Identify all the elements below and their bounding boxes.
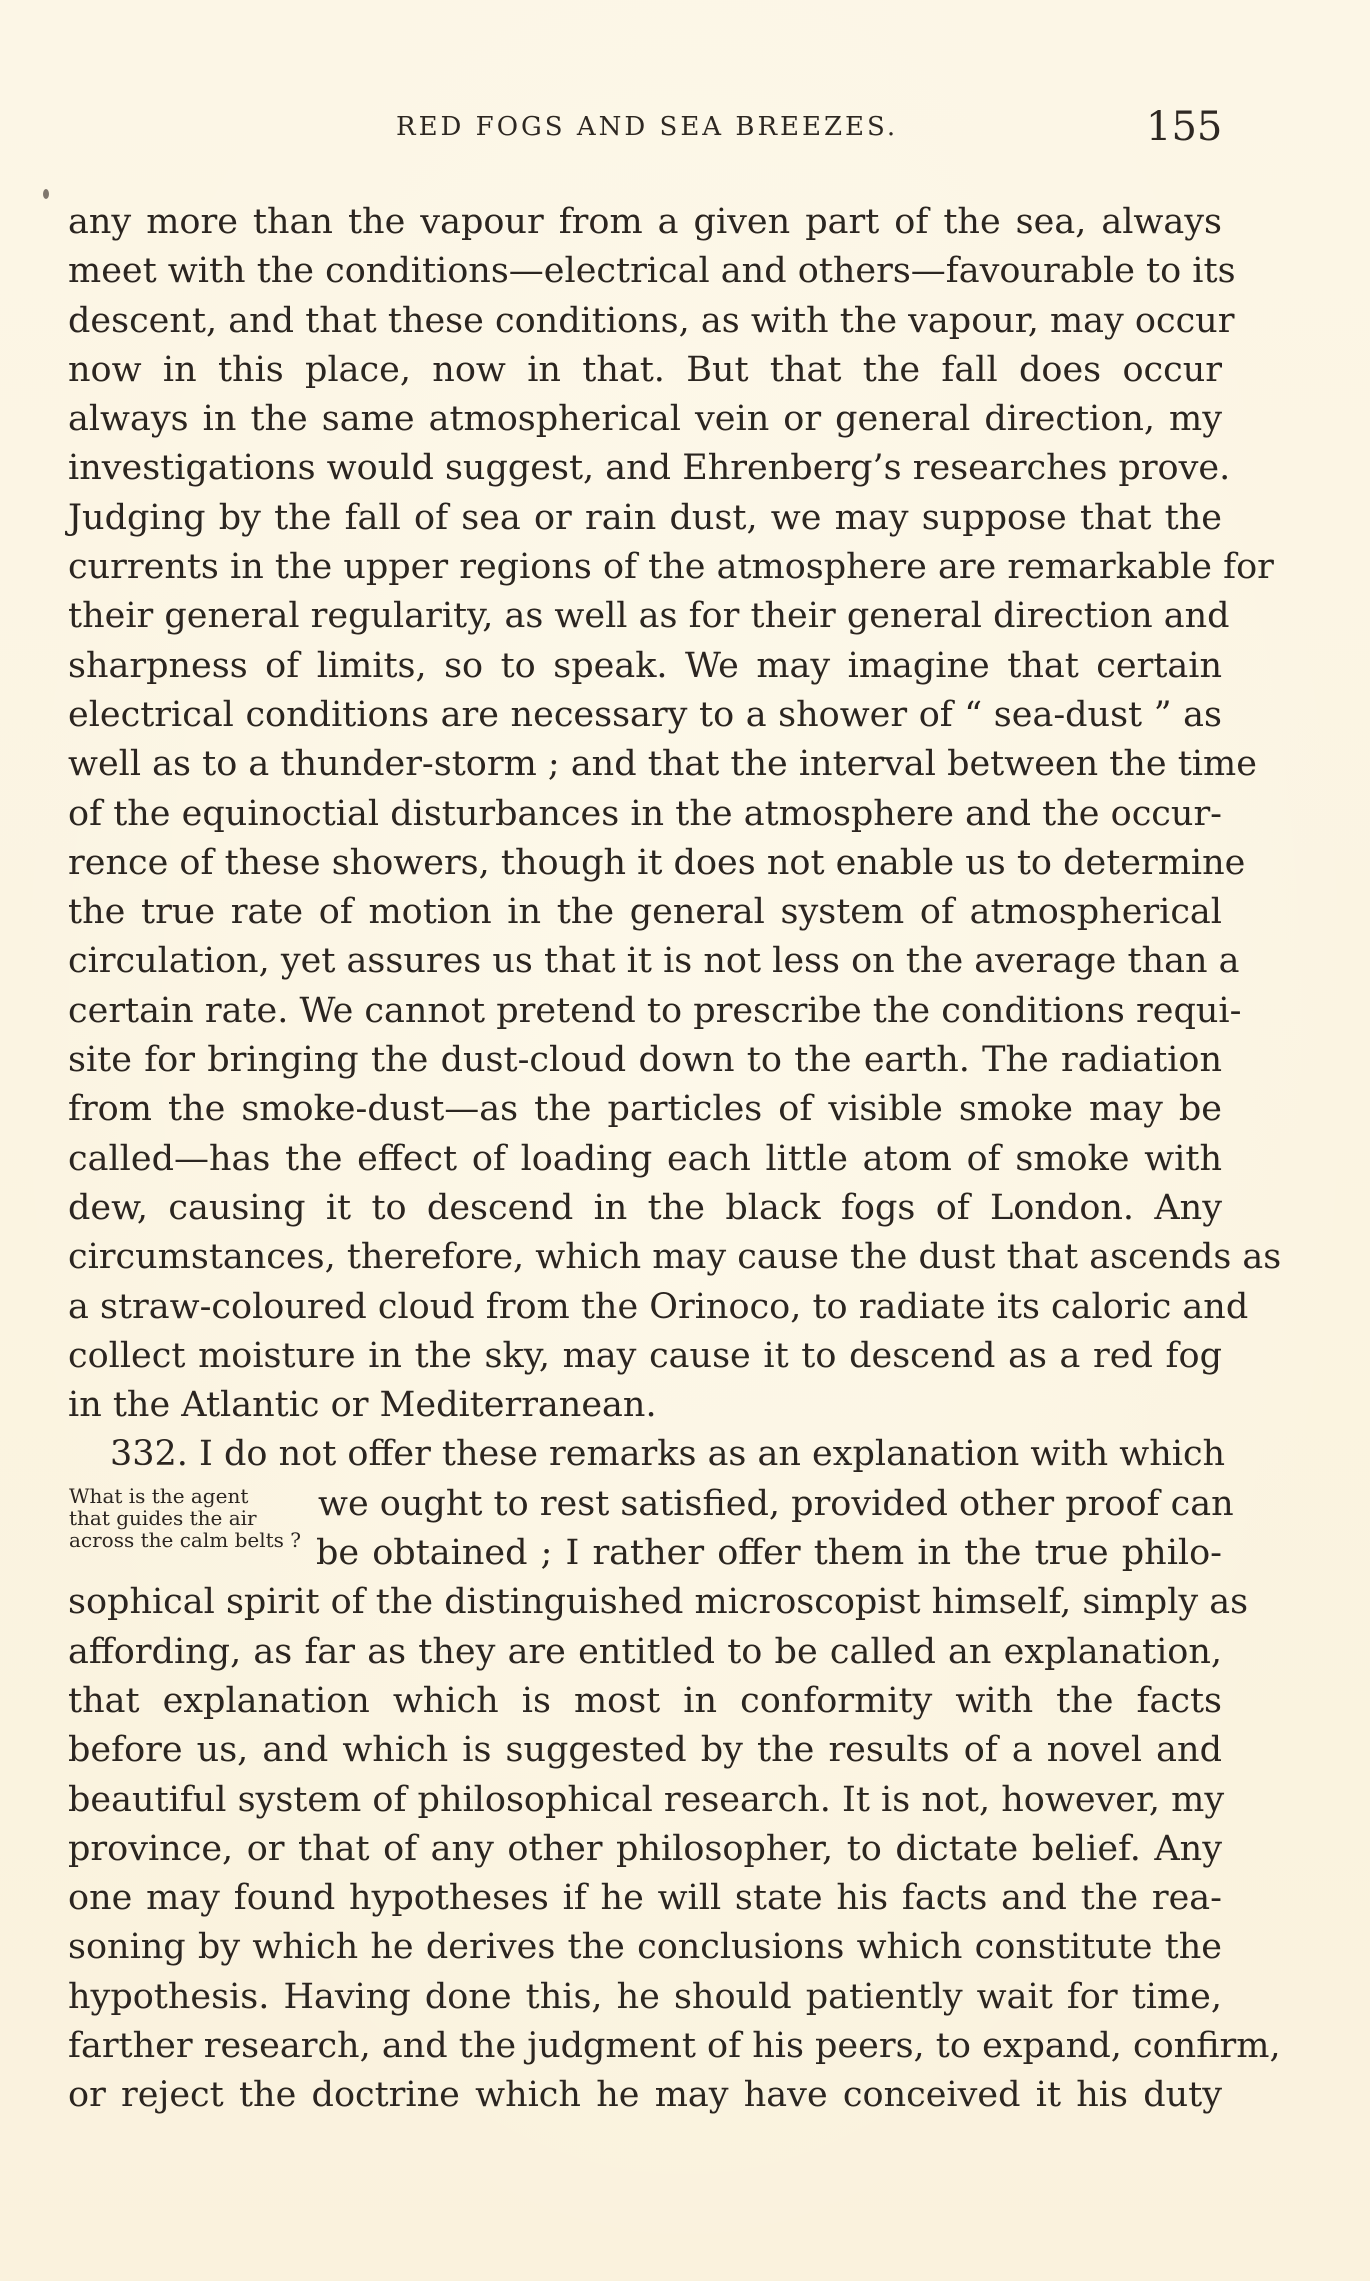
text-line: currents in the upper regions of the atmosphere are remarkable for bbox=[68, 547, 1274, 588]
text-line: Judging by the fall of sea or rain dust, we may suppose that the bbox=[68, 497, 1222, 538]
text-line: or reject the doctrine which he may have conceived it his duty bbox=[68, 2075, 1222, 2116]
text-line: that explanation which is most in conformity with the facts bbox=[68, 1680, 1222, 1721]
page-number: 155 bbox=[1146, 104, 1223, 150]
running-head: RED FOGS AND SEA BREEZES. bbox=[396, 112, 899, 142]
text-line: any more than the vapour from a given part of the sea, always bbox=[68, 202, 1222, 242]
text-line: soning by which he derives the conclusions which constitute the bbox=[68, 1927, 1222, 1968]
text-line: from the smoke-dust—as the particles of visible smoke may be bbox=[68, 1089, 1222, 1130]
text-line: province, or that of any other philosopher, to dictate belief. Any bbox=[68, 1828, 1222, 1869]
text-line: called—has the effect of loading each little atom of smoke with bbox=[68, 1138, 1222, 1179]
text-line: we ought to rest satisfied, provided other proof can bbox=[318, 1483, 1234, 1524]
text-line: a straw-coloured cloud from the Orinoco, to radiate its caloric and bbox=[68, 1286, 1249, 1327]
text-line: the true rate of motion in the general system of atmospherical bbox=[68, 892, 1222, 933]
text-line: be obtained ; I rather offer them in the true philo- bbox=[316, 1533, 1222, 1574]
text-line: sharpness of limits, so to speak. We may imagine that certain bbox=[68, 645, 1222, 686]
text-line: site for bringing the dust-cloud down to the earth. The radiation bbox=[68, 1040, 1222, 1081]
text-line: collect moisture in the sky, may cause it to descend as a red fog bbox=[68, 1335, 1222, 1376]
text-line: meet with the conditions—electrical and others—favourable to its bbox=[68, 251, 1236, 292]
text-line: descent, and that these conditions, as with the vapour, may occur bbox=[68, 300, 1235, 341]
paragraph-start-line: 332. I do not offer these remarks as an explanation with which bbox=[110, 1434, 1226, 1475]
text-line: circulation, yet assures us that it is not less on the average than a bbox=[68, 941, 1240, 982]
sidenote-line: that guides the air bbox=[69, 1506, 257, 1530]
text-line: rence of these showers, though it does not enable us to determine bbox=[68, 842, 1246, 883]
text-line: investigations would suggest, and Ehrenberg’s researches prove. bbox=[68, 448, 1231, 489]
text-line: sophical spirit of the distinguished microscopist himself, simply as bbox=[68, 1582, 1249, 1623]
text-line: well as to a thunder-storm ; and that the interval between the time bbox=[68, 744, 1257, 785]
text-line: beautiful system of philosophical research. It is not, however, my bbox=[68, 1779, 1225, 1820]
body-text bbox=[68, 198, 1282, 2121]
sidenote-line: across the calm belts ? bbox=[69, 1528, 301, 1552]
paragraph-end-line: in the Atlantic or Mediterranean. bbox=[68, 1385, 657, 1426]
text-line: always in the same atmospherical vein or general direction, my bbox=[68, 399, 1222, 440]
text-line: hypothesis. Having done this, he should patiently wait for time, bbox=[68, 1976, 1222, 2017]
ink-speck bbox=[43, 189, 49, 199]
text-line: farther research, and the judgment of his peers, to expand, confirm, bbox=[68, 2025, 1281, 2066]
text-line: now in this place, now in that. But that the fall does occur bbox=[68, 349, 1222, 390]
text-line: of the equinoctial disturbances in the atmosphere and the occur- bbox=[68, 793, 1222, 834]
text-line: circumstances, therefore, which may cause the dust that ascends as bbox=[68, 1237, 1282, 1278]
sidenote-line: What is the agent bbox=[69, 1484, 249, 1508]
text-line: dew, causing it to descend in the black fogs of London. Any bbox=[68, 1187, 1222, 1228]
text-line: their general regularity, as well as for their general direction and bbox=[68, 596, 1230, 637]
text-line: one may found hypotheses if he will state his facts and the rea- bbox=[68, 1878, 1222, 1919]
text-line: electrical conditions are necessary to a shower of “ sea-dust ” as bbox=[68, 694, 1222, 735]
text-line: affording, as far as they are entitled to be called an explanation, bbox=[68, 1631, 1222, 1672]
text-line: certain rate. We cannot pretend to prescribe the conditions requi- bbox=[68, 990, 1242, 1031]
text-line: before us, and which is suggested by the results of a novel and bbox=[68, 1730, 1222, 1771]
